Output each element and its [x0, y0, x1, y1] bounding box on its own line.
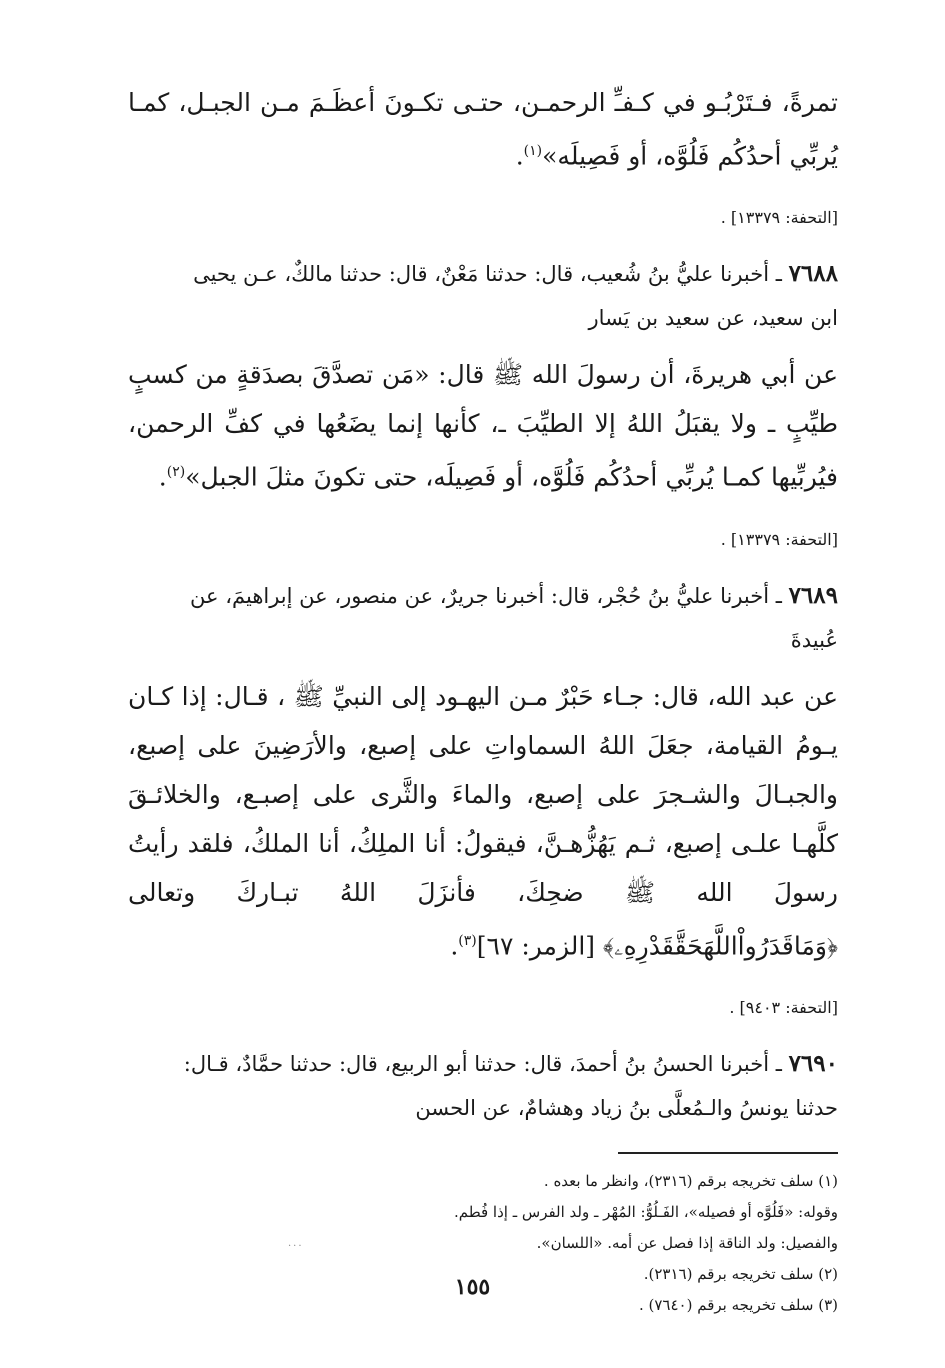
footnote-marker: (٢) — [166, 464, 186, 481]
footnote: (١) سلف تخريجه برقم (٢٣١٦)، وانظر ما بعده . — [543, 1171, 838, 1190]
matn-text: عن عبد الله، قال: جـاء حَبْرٌ مـن اليهـود إلى النبيِّ ﷺ ، قـال: إذا كـان يـومُ القيامة، جعَلَ اللهُ السماواتِ على إصبع، والأرَضِينَ على إصبع، والجبـالَ والشـجرَ على إصبع، والماءَ والثَّرى على إصبـع، والخلائـقَ كلَّهـا علـى إصبع، ثـم يَهُزُّهـنَّ، فيقولُ: أنا الملِكُ، أنا الملكُ، فلقد رأيتُ رسولَ الله ﷺ ضحِكَ، فأنزَلَ اللهُ تبـاركَ وتعالى ﴿وَمَاقَدَرُواْاللَّهَحَقَّقَدْرِهِۦ﴾ [الزمر: ٦٧] — [128, 681, 838, 960]
isnad-text: ـ أخبرنا عليُّ بنُ شُعيب، قال: حدثنا مَعْنٌ، قال: حدثنا مالكٌ، عـن يحيى — [193, 262, 789, 287]
tuhfa-reference: [التحفة: ١٣٣٧٩] . — [720, 208, 838, 228]
tuhfa-reference: [التحفة: ١٣٣٧٩] . — [720, 529, 838, 549]
matn-tail: . — [450, 930, 459, 960]
footnote: (٣) سلف تخريجه برقم (٧٦٤٠) . — [638, 1295, 838, 1314]
matn-text: عن أبي هريرةَ، أن رسولَ الله ﷺ قال: «مَن تصدَّقَ بصدَقةٍ من كسبٍ طيِّبٍ ـ ولا يقبَلُ اللهُ إلا الطيِّبَ ـ، كأنها إنما يضَعُها في كفِّ الرحمن، فيُربِّيها كمـا يُربِّي أحدُكُم فَلُوَّه، أو فَصِيلَه، حتى تكونَ مثلَ الجبل» — [128, 360, 838, 492]
footnote: والفصيل: ولد الناقة إذا فصل عن أمه. «اللسان». — [536, 1233, 838, 1252]
isnad-end: ابن سعيد، عن سعيد بن يَسار — [588, 306, 838, 331]
footnote: وقوله: «فَلُوَّه أو فصيله»، الفَـلُوُّ: المُهْر ـ ولد الفرس ـ إذا فُطم. — [453, 1202, 838, 1221]
isnad-text: ـ أخبرنا الحسنُ بنُ أحمدَ، قال: حدثنا أبو الربيع، قال: حدثنا حمَّادٌ، قـال: — [183, 1051, 789, 1076]
hadith-7688-isnad — [128, 252, 838, 296]
tuhfa-reference: [التحفة: ٩٤٠٣] . — [729, 997, 838, 1017]
matn-tail: . — [515, 141, 524, 171]
isnad-end: عُبيدةَ — [790, 627, 838, 652]
page-number: ١٥٥ — [454, 1274, 491, 1300]
footnote-divider — [618, 1152, 838, 1154]
hadith-7689-matn — [128, 672, 838, 970]
matn-continuation — [128, 78, 838, 180]
matn-text: تمرةً، فـتَرْبُـو في كـفـِّ الرحمـن، حتـى تكـونَ أعظَـمَ مـن الجبـل، كمـا يُربِّي أحدُكُم فَلُوَّه، أو فَصِيلَه» — [128, 88, 838, 171]
scan-dots: ... — [288, 1238, 304, 1249]
isnad-text: ـ أخبرنا عليُّ بنُ حُجْر، قال: أخبرنا جريرٌ، عن منصور، عن إبراهيمَ، عن — [190, 583, 789, 608]
footnote-marker: (٣) — [458, 932, 477, 949]
hadith-7688-matn — [128, 350, 838, 501]
hadith-7690-isnad — [128, 1042, 838, 1086]
hadith-number: ٧٦٩٠ — [788, 1049, 838, 1077]
page-body — [128, 78, 838, 1321]
isnad-end: حدثنا يونسُ والـمُعلَّى بنُ زياد وهشامٌ، عن الحسن — [415, 1095, 838, 1120]
hadith-7689-isnad — [128, 574, 838, 618]
hadith-number: ٧٦٨٨ — [788, 260, 838, 288]
hadith-number: ٧٦٨٩ — [788, 581, 838, 609]
footnote: (٢) سلف تخريجه برقم (٢٣١٦). — [643, 1264, 838, 1283]
footnote-marker: (١) — [523, 143, 543, 159]
matn-tail: . — [158, 462, 167, 492]
